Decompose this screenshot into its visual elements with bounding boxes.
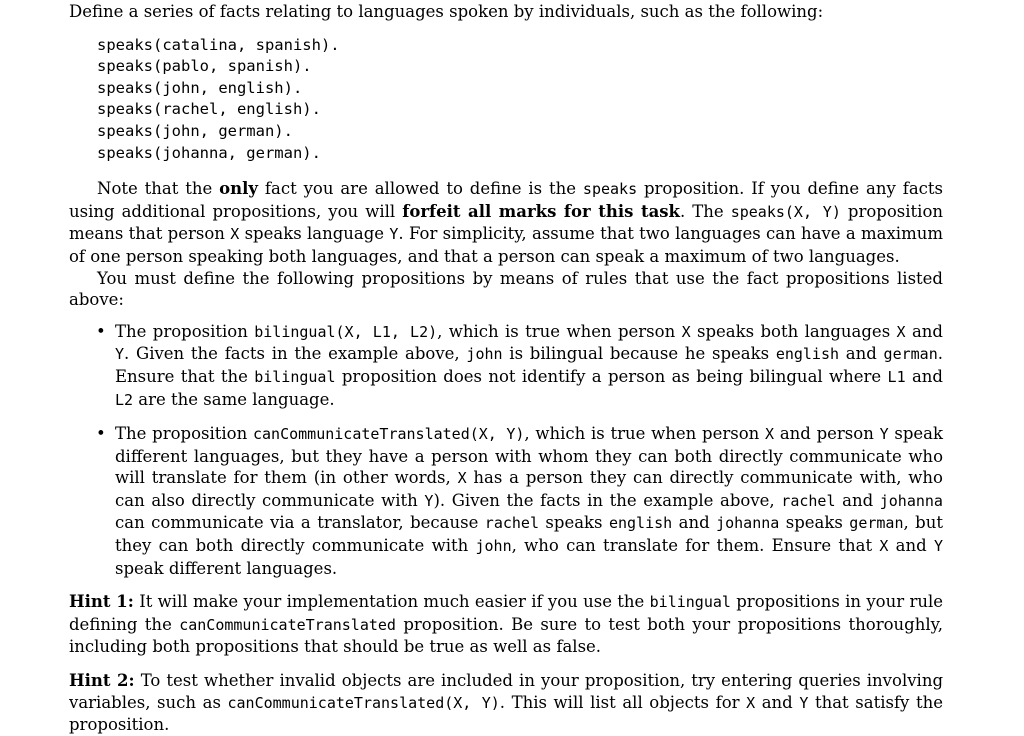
hint-text: that satisfy the proposition. xyxy=(69,692,943,735)
bullet-icon: • xyxy=(96,424,106,444)
prop-text: and xyxy=(888,536,934,556)
note-paragraph xyxy=(69,178,943,267)
hint-text: . This will list all objects for xyxy=(499,692,747,712)
note-text: fact you are allowed to define is the xyxy=(258,179,583,199)
fact-line-6: speaks(johanna, german). xyxy=(97,143,321,162)
hint-text: To test whether invalid objects are included in your proposition, try entering queries involving variables, such as xyxy=(69,671,944,712)
prop-text: is bilingual because he speaks xyxy=(502,344,776,364)
prop-code: johanna xyxy=(716,514,780,533)
prop-code: rachel xyxy=(484,514,539,533)
hint-2-label: Hint 2: xyxy=(69,671,135,691)
note-text: proposition. If you define any facts using additional propositions, you will xyxy=(69,179,944,221)
prop-text: , who can translate for them. Ensure that xyxy=(511,536,880,556)
prop-text: , which is true when person xyxy=(524,424,766,444)
prop-code: rachel xyxy=(781,491,836,510)
prop-text: speaks both languages xyxy=(690,321,897,341)
prop-text: . Given the facts in the example above, xyxy=(124,344,467,364)
prop-text: , but they can both directly communicate with xyxy=(115,513,943,556)
prop-code: X xyxy=(879,537,889,556)
note-text: Note that the xyxy=(97,179,220,199)
prop-code: Y xyxy=(115,345,125,364)
proposition-item-bilingual xyxy=(96,321,943,411)
prop-text: has a person they can directly communicate with, who can also directly communicate with xyxy=(115,468,943,510)
prop-code: canCommunicateTranslated(X, Y) xyxy=(252,425,525,444)
prop-code: L2 xyxy=(115,390,134,409)
prop-code: X xyxy=(765,425,775,444)
note-code: Y xyxy=(389,225,399,244)
prop-code: john xyxy=(475,537,512,556)
fact-line-4: speaks(rachel, english). xyxy=(97,100,321,119)
prop-text: The proposition xyxy=(115,424,253,444)
note-code: speaks(X, Y) xyxy=(730,202,841,221)
note-code: speaks xyxy=(582,180,638,199)
proposition-item-can-communicate-translated xyxy=(96,423,943,579)
hint-2-paragraph xyxy=(69,670,943,736)
prop-code: X xyxy=(457,469,467,488)
document-page xyxy=(69,1,943,736)
hint-code: X xyxy=(746,693,756,712)
prop-code: german xyxy=(849,514,904,533)
hint-text: proposition. Be sure to test both your propositions thoroughly, including both propositions that should be true as well as false. xyxy=(69,614,943,657)
prop-code: bilingual(X, L1, L2) xyxy=(254,322,438,341)
prop-text: speaks xyxy=(538,513,609,533)
note-text: speaks language xyxy=(239,224,390,244)
hint-text: and xyxy=(755,692,800,712)
prop-code: Y xyxy=(424,491,434,510)
prop-text: and xyxy=(905,321,943,341)
fact-line-3: speaks(john, english). xyxy=(97,78,303,97)
hint-1-paragraph xyxy=(69,591,943,658)
intro-text: Define a series of facts relating to languages spoken by individuals, such as the following: xyxy=(69,2,824,21)
prop-text: are the same language. xyxy=(133,389,335,409)
prop-text: and xyxy=(905,366,943,386)
prop-code: english xyxy=(608,514,673,533)
fact-line-2: speaks(pablo, spanish). xyxy=(97,57,312,76)
note-code: X xyxy=(230,225,240,244)
prop-text: and person xyxy=(774,424,880,444)
note-text: proposition means that person xyxy=(69,201,944,244)
prop-text: The proposition xyxy=(115,321,255,341)
prop-code: german xyxy=(883,345,938,364)
prop-code: english xyxy=(775,345,840,364)
fact-line-5: speaks(john, german). xyxy=(97,121,293,140)
note-emphasis-only: only xyxy=(219,179,259,199)
facts-code-block xyxy=(97,35,943,165)
must-define-paragraph: You must define the following propositions by means of rules that use the fact propositions listed above: xyxy=(69,268,943,310)
prop-text: speak different languages, but they have a person with whom they can both directly communicate who will translate for them (in other words, xyxy=(115,424,943,488)
hint-code: bilingual xyxy=(649,593,731,612)
prop-text: , which is true when person xyxy=(437,321,682,341)
note-text: . The xyxy=(679,201,731,221)
prop-text: can communicate via a translator, because xyxy=(115,513,485,533)
prop-code: Y xyxy=(879,425,889,444)
prop-text: and xyxy=(839,344,884,364)
prop-text: and xyxy=(835,490,880,510)
prop-code: bilingual xyxy=(254,367,336,386)
note-text: . For simplicity, assume that two languages can have a maximum of one person speaking both languages, and that a person can speak a maximum of two languages. xyxy=(69,224,943,266)
prop-code: Y xyxy=(933,537,943,556)
prop-text: ). Given the facts in the example above, xyxy=(433,490,782,510)
fact-line-1: speaks(catalina, spanish). xyxy=(97,35,340,54)
prop-code: L1 xyxy=(887,367,906,386)
hint-code: Y xyxy=(799,693,809,712)
hint-1-label: Hint 1: xyxy=(69,592,134,612)
hint-code: canCommunicateTranslated(X, Y) xyxy=(227,693,500,712)
hint-code: canCommunicateTranslated xyxy=(179,615,396,634)
propositions-list xyxy=(69,321,943,580)
prop-text: proposition does not identify a person as being bilingual where xyxy=(335,366,888,386)
prop-code: john xyxy=(466,345,503,364)
prop-code: johanna xyxy=(879,491,943,510)
hint-text: propositions in your rule defining the xyxy=(69,592,943,634)
prop-text: speak different languages. xyxy=(115,558,338,578)
prop-code: X xyxy=(681,322,691,341)
hint-text: It will make your implementation much easier if you use the xyxy=(133,592,650,612)
prop-text: . Ensure that the xyxy=(115,344,943,386)
prop-text: speaks xyxy=(779,513,850,533)
bullet-icon: • xyxy=(96,321,106,341)
prop-code: X xyxy=(896,322,906,341)
prop-text: and xyxy=(672,513,717,533)
note-emphasis-forfeit: forfeit all marks for this task xyxy=(402,201,680,221)
